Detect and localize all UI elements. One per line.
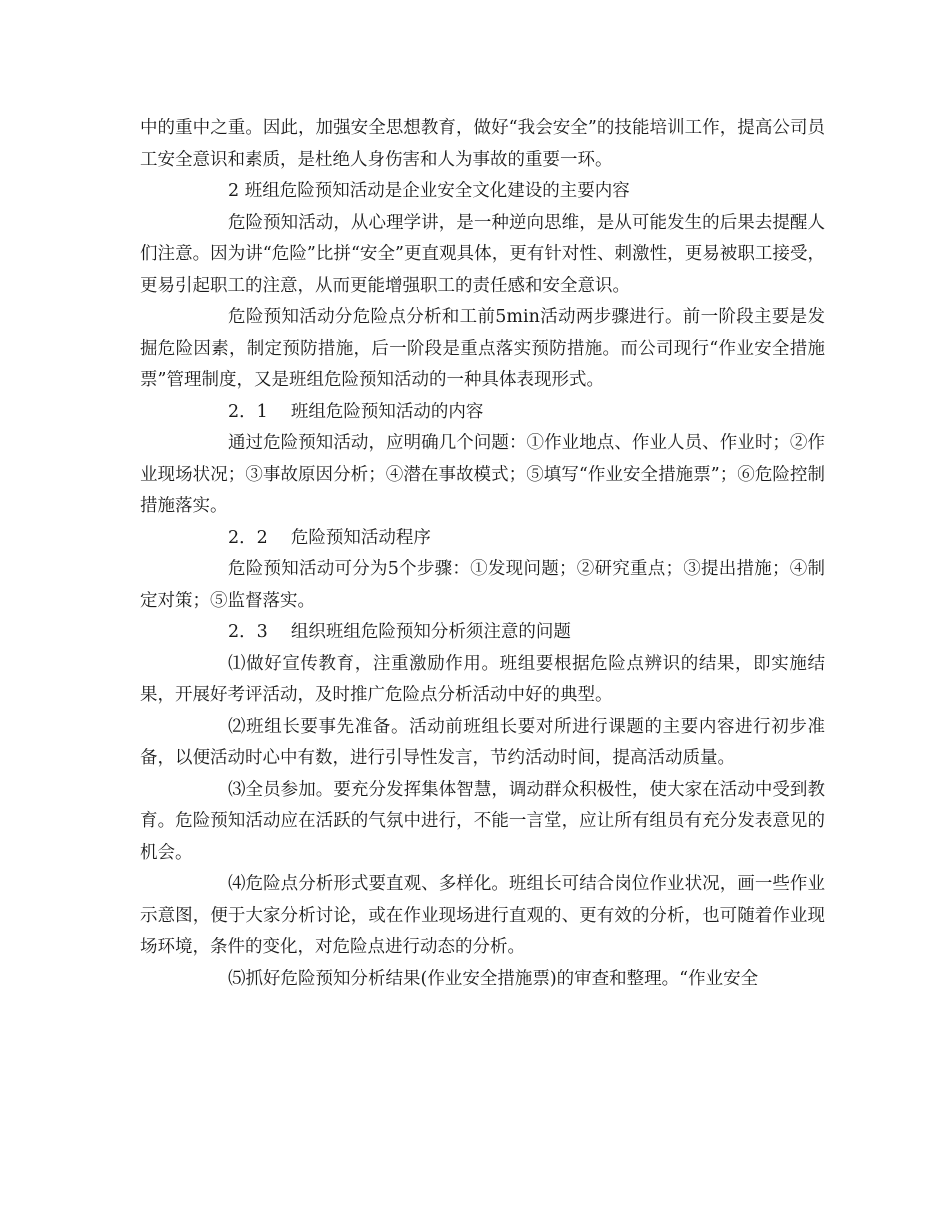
document-body xyxy=(140,113,825,995)
section-heading-2: 2 班组危险预知活动是企业安全文化建设的主要内容 xyxy=(228,181,630,201)
subsection-heading-2-2: 2．2 危险预知活动程序 xyxy=(228,527,431,548)
subsection-heading-2-3: 2．3 组织班组危险预知分析须注意的问题 xyxy=(228,622,571,642)
list-item-5: ⑸抓好危险预知分析结果(作业安全措施票)的审查和整理。“作业安全 xyxy=(228,968,759,989)
paragraph-risk-prediction-psychology: 危险预知活动，从心理学讲，是一种逆向思维，是从可能发生的后果去提醒人们注意。因为讲“危险”比拼“安全”更直观具体，更有针对性、刺激性，更易被职工接受，更易引起职工的注意，从而更能增强职工的责任感和安全意识。 xyxy=(140,212,825,296)
paragraph-activity-procedure: 危险预知活动可分为5个步骤：①发现问题；②研究重点；③提出措施；④制定对策；⑤监督落实。 xyxy=(140,559,825,611)
list-item-4: ⑷危险点分析形式要直观、多样化。班组长可结合岗位作业状况，画一些作业示意图，便于大家分析讨论，或在作业现场进行直观的、更有效的分析，也可随着作业现场环境，条件的变化，对危险点进行动态的分析。 xyxy=(140,874,825,957)
list-item-3: ⑶全员参加。要充分发挥集体智慧，调动群众积极性，使大家在活动中受到教育。危险预知活动应在活跃的气氛中进行，不能一言堂，应让所有组员有充分发表意见的机会。 xyxy=(140,779,825,863)
list-item-2: ⑵班组长要事先准备。活动前班组长要对所进行课题的主要内容进行初步准备，以便活动时心中有数，进行引导性发言，节约活动时间，提高活动质量。 xyxy=(140,716,825,768)
subsection-heading-2-1: 2．1 班组危险预知活动的内容 xyxy=(228,401,484,422)
continuation-paragraph: 中的重中之重。因此，加强安全思想教育，做好“我会安全”的技能培训工作，提高公司员工安全意识和素质，是杜绝人身伤害和人为事故的重要一环。 xyxy=(140,118,825,170)
paragraph-risk-prediction-steps: 危险预知活动分危险点分析和工前5min活动两步骤进行。前一阶段主要是发掘危险因素，制定预防措施，后一阶段是重点落实预防措施。而公司现行“作业安全措施票”管理制度，又是班组危险预知活动的一种具体表现形式。 xyxy=(140,307,825,390)
paragraph-activity-content: 通过危险预知活动，应明确几个问题：①作业地点、作业人员、作业时；②作业现场状况；③事故原因分析；④潜在事故模式；⑤填写“作业安全措施票”；⑥危险控制措施落实。 xyxy=(140,433,825,516)
list-item-1: ⑴做好宣传教育，注重激励作用。班组要根据危险点辨识的结果，即实施结果，开展好考评活动，及时推广危险点分析活动中好的典型。 xyxy=(140,653,825,705)
